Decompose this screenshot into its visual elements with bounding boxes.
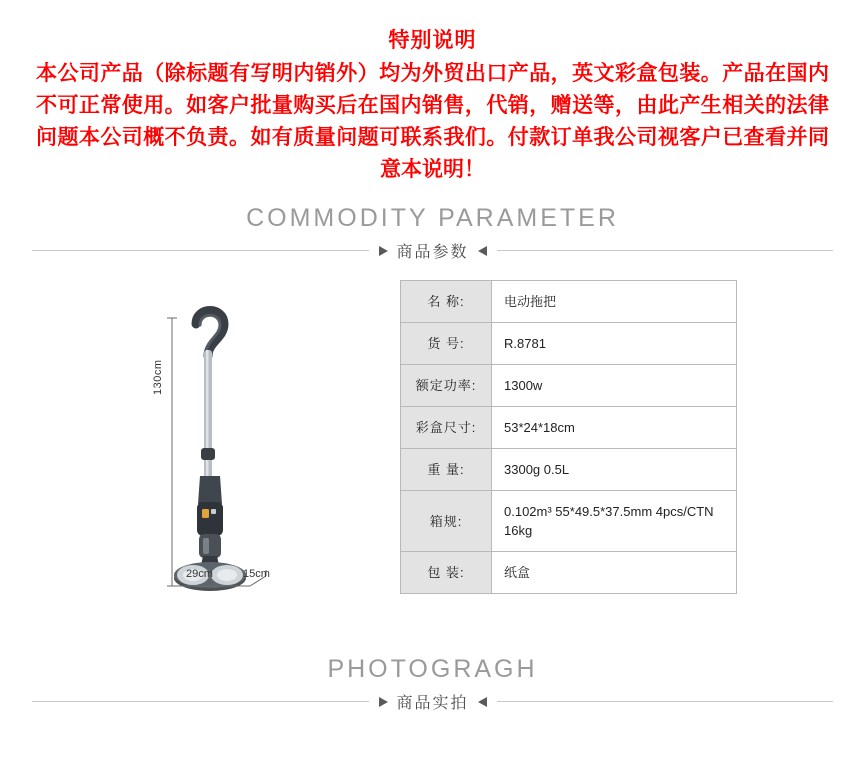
rule-line-right [497,701,834,702]
table-row [401,365,737,407]
spec-key: 箱规: [401,491,492,552]
commodity-parameter-heading [0,204,865,262]
spec-key: 名 称: [401,281,492,323]
table-row [401,281,737,323]
arrow-left-icon [478,697,487,707]
notice-title: 特别说明 [388,29,477,52]
dimension-width-label: 29cm [186,568,213,580]
parameter-content [0,262,865,610]
spec-value: R.8781 [492,323,737,365]
spec-value: 0.102m³ 55*49.5*37.5mm 4pcs/CTN 16kg [492,491,737,552]
dimension-height-label: 130cm [152,359,164,395]
spec-key: 货 号: [401,323,492,365]
notice-body: 本公司产品（除标题有写明内销外）均为外贸出口产品，英文彩盒包装。产品在国内不可正常使用。如客户批量购买后在国内销售，代销，赠送等，由此产生相关的法律问题本公司概不负责。如有质量问题可联系我们。付款订单我公司视客户已查看并同意本说明！ [36,62,829,181]
spec-value: 3300g 0.5L [492,449,737,491]
rule-line-left [32,701,369,702]
arrow-right-icon [379,246,388,256]
spec-key: 彩盒尺寸: [401,407,492,449]
spec-value: 1300w [492,365,737,407]
rule-line-left [32,250,369,251]
table-row [401,449,737,491]
spec-value: 电动拖把 [492,281,737,323]
photograph-heading [0,655,865,713]
section-title-cn: 商品参数 [396,244,469,261]
photo-title-en: PHOTOGRAGH [327,655,538,683]
spec-value: 53*24*18cm [492,407,737,449]
spec-table-wrap [400,280,865,594]
spec-key: 包 装: [401,552,492,594]
spec-value: 纸盒 [492,552,737,594]
dimension-depth-label: 15cm [243,568,270,580]
table-row [401,407,737,449]
spec-table [400,280,737,594]
table-row [401,323,737,365]
arrow-right-icon [379,697,388,707]
heading-rule-row [0,239,865,262]
photo-title-cn: 商品实拍 [396,695,469,712]
table-row [401,552,737,594]
section-title-en: COMMODITY PARAMETER [246,204,619,232]
electric-mop-illustration [150,298,270,598]
rule-line-right [497,250,834,251]
spec-key: 额定功率: [401,365,492,407]
arrow-left-icon [478,246,487,256]
table-row [401,491,737,552]
photo-rule-row [0,690,865,713]
spec-key: 重 量: [401,449,492,491]
notice-block [0,0,865,190]
product-figure [0,280,400,610]
